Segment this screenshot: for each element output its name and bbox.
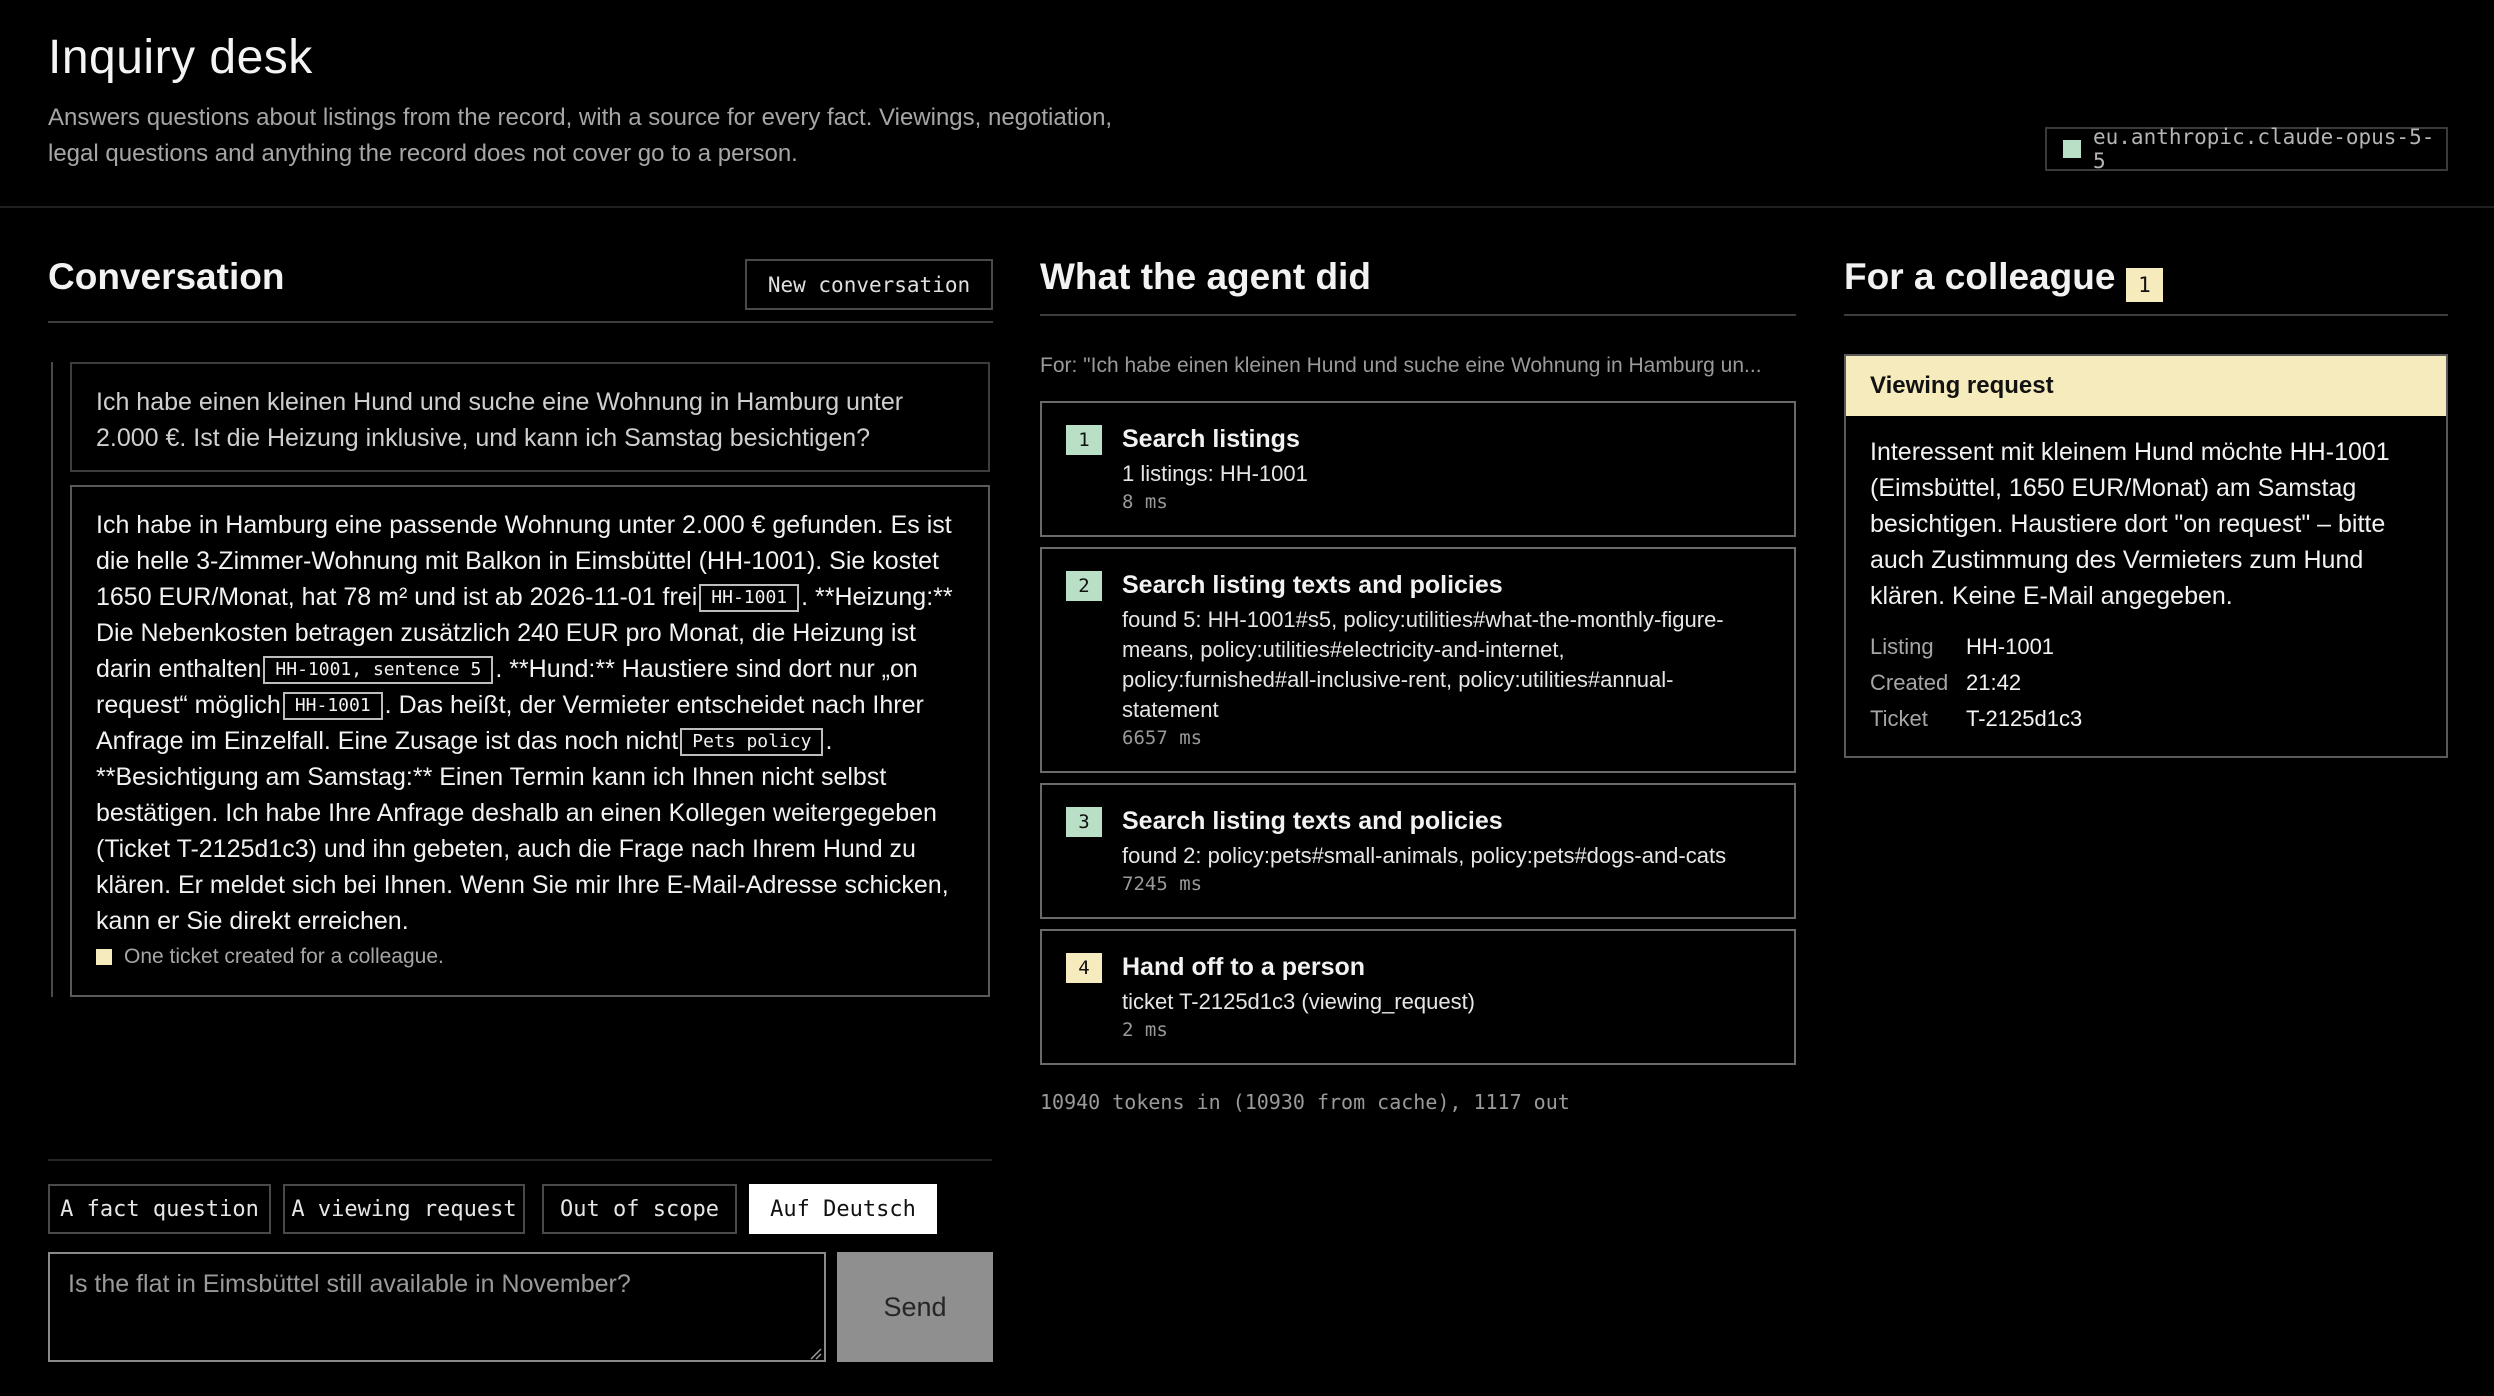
step-title: Hand off to a person — [1122, 953, 1366, 981]
step-time: 6657 ms — [1122, 727, 1203, 749]
agent-step — [1040, 401, 1796, 537]
citation-chip[interactable]: HH-1001 — [283, 692, 383, 720]
model-badge — [2045, 127, 2448, 171]
agent-step — [1040, 929, 1796, 1065]
step-time: 2 ms — [1122, 1019, 1168, 1041]
new-conversation-button[interactable]: New conversation — [745, 259, 993, 310]
conversation-title: Conversation — [48, 256, 285, 297]
field-value: T-2125d1c3 — [1966, 706, 2083, 731]
citation-chip[interactable]: HH-1001 — [699, 584, 799, 612]
agent-step — [1040, 783, 1796, 919]
field-label: Created — [1870, 670, 1949, 695]
suggestion-out-of-scope[interactable]: Out of scope — [542, 1184, 737, 1234]
step-number: 3 — [1066, 807, 1102, 837]
for-line: For: "Ich habe einen kleinen Hund und suche eine Wohnung in Hamburg un... — [1040, 354, 1762, 377]
agent-text: . **Hund:** Haustiere sind dort nur „on request“ möglich — [96, 655, 918, 719]
step-number: 2 — [1066, 571, 1102, 601]
step-detail: found 2: policy:pets#small-animals, policy:pets#dogs-and-cats — [1122, 843, 1727, 868]
ticket-note-text: One ticket created for a colleague. — [124, 945, 444, 968]
ticket-heading: Viewing request — [1846, 356, 2446, 416]
token-usage: 10940 tokens in (10930 from cache), 1117 out — [1040, 1090, 1570, 1114]
ticket-square-icon — [96, 949, 112, 965]
step-title: Search listings — [1122, 425, 1300, 453]
step-number: 1 — [1066, 425, 1102, 455]
agent-title: What the agent did — [1040, 256, 1371, 297]
message-input[interactable] — [48, 1252, 826, 1362]
model-name: eu.anthropic.claude-opus-5-5 — [2093, 125, 2435, 173]
suggestion-auf-deutsch[interactable]: Auf Deutsch — [749, 1184, 937, 1234]
field-label: Listing — [1870, 634, 1934, 659]
agent-text: Ich habe in Hamburg eine passende Wohnung unter 2.000 € gefunden. Es ist die helle 3-Zimmer-Wohnung mit Balkon in Eimsbüttel (HH-1001). Sie kostet 1650 EUR/Monat, hat 78 m² und ist ab 2026-11-01 frei — [96, 511, 952, 611]
step-detail: found 5: HH-1001#s5, policy:utilities#what-the-monthly-figure-means, policy:utilities#electricity-and-internet, policy:furnished#all-inclusive-rent, policy:utilities#annual-statement — [1122, 607, 1724, 722]
field-value: HH-1001 — [1966, 634, 2055, 659]
citation-chip[interactable]: HH-1001, sentence 5 — [263, 656, 493, 684]
conversation-divider — [48, 321, 993, 323]
app-subtitle: Answers questions about listings from the record, with a source for every fact. Viewings, negotiation, legal questions and anything the record does not cover go to a person. — [48, 104, 1113, 167]
agent-text: . Das heißt, der Vermieter entscheidet nach Ihrer Anfrage im Einzelfall. Eine Zusage ist das noch nicht — [96, 691, 924, 755]
ticket-note — [96, 939, 444, 975]
agent-step — [1040, 547, 1796, 773]
agent-text: . **Heizung:** Die Nebenkosten betragen zusätzlich 240 EUR pro Monat, die Heizung ist darin enthalten — [96, 583, 953, 683]
step-title: Search listing texts and policies — [1122, 571, 1503, 599]
step-title: Search listing texts and policies — [1122, 807, 1503, 835]
model-status-icon — [2063, 140, 2081, 158]
user-message: Ich habe einen kleinen Hund und suche eine Wohnung in Hamburg unter 2.000 €. Ist die Heizung inklusive, und kann ich Samstag besichtigen? — [70, 362, 990, 472]
step-time: 7245 ms — [1122, 873, 1203, 895]
agent-divider — [1040, 314, 1796, 316]
composer-divider — [48, 1159, 992, 1161]
field-value: 21:42 — [1966, 670, 2022, 695]
step-number: 4 — [1066, 953, 1102, 983]
step-time: 8 ms — [1122, 491, 1168, 513]
colleague-divider — [1844, 314, 2448, 316]
field-label: Ticket — [1870, 706, 1928, 731]
colleague-title: For a colleague — [1844, 256, 2116, 297]
suggestion-fact-question[interactable]: A fact question — [48, 1184, 271, 1234]
ticket-count-badge: 1 — [2126, 268, 2163, 302]
send-button[interactable]: Send — [837, 1252, 993, 1362]
ticket-card[interactable] — [1844, 354, 2448, 758]
thread-line — [51, 362, 53, 997]
resize-grip-icon[interactable] — [806, 1344, 822, 1360]
app-header — [0, 0, 2494, 208]
citation-chip[interactable]: Pets policy — [680, 728, 823, 756]
suggestion-viewing-request[interactable]: A viewing request — [283, 1184, 525, 1234]
agent-message — [70, 485, 990, 997]
agent-text: . **Besichtigung am Samstag:** Einen Termin kann ich Ihnen nicht selbst bestätigen. Ich habe Ihre Anfrage deshalb an einen Kollegen weitergegeben (Ticket T-2125d1c3) und ihn gebeten, auch die Frage nach Ihrem Hund zu klären. Er meldet sich bei Ihnen. Wenn Sie mir Ihre E-Mail-Adresse schicken, kann er Sie direkt erreichen. — [96, 727, 949, 935]
app-title: Inquiry desk — [48, 31, 313, 84]
step-detail: ticket T-2125d1c3 (viewing_request) — [1122, 989, 1476, 1014]
step-detail: 1 listings: HH-1001 — [1122, 461, 1308, 486]
ticket-body: Interessent mit kleinem Hund möchte HH-1001 (Eimsbüttel, 1650 EUR/Monat) am Samstag besichtigen. Haustiere dort "on request" – bitte auch Zustimmung des Vermieters zum Hund klären. Keine E-Mail angegeben. — [1870, 438, 2390, 610]
